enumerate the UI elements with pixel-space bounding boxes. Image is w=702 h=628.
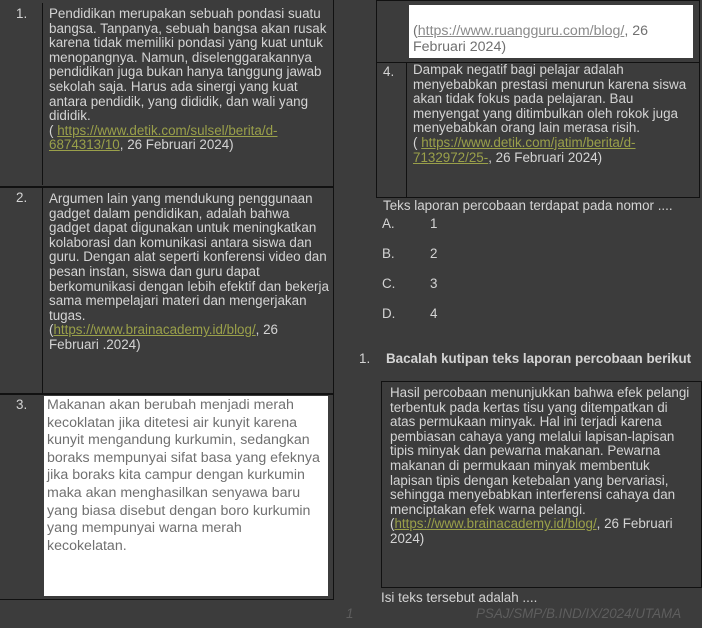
passage-box <box>381 381 702 588</box>
row-body: Dampak negatif bagi pelajar adalah menyebabkan prestasi menurun karena siswa akan tidak fokus pada pelajaran. Bau menyengat yang ditimbulkan oleh rokok juga menyebabkan orang lain merasa risih. <box>413 62 687 136</box>
row-number: 4. <box>383 64 395 79</box>
row-text <box>406 62 699 197</box>
table-row <box>0 187 334 394</box>
source-link[interactable]: https://www.detik.com/jatim/berita/d-7132972/25- <box>413 134 636 165</box>
source-date: , 26 Februari 2024) <box>119 137 234 153</box>
page-number: 1 <box>346 606 354 621</box>
row-number: 2. <box>16 190 28 205</box>
link-prefix: ( <box>49 322 54 338</box>
option-value[interactable]: 3 <box>430 276 438 291</box>
source-date: , 26 Februari .2024) <box>49 322 279 352</box>
question-tail: Isi teks tersebut adalah .... <box>381 590 538 605</box>
row-text <box>44 396 328 596</box>
question-number: 1. <box>359 351 371 366</box>
row-body: Pendidikan merupakan sebuah pondasi suatu bangsa. Tanpanya, sebuah bangsa akan rusak karena tidak memiliki pondasi yang kuat untuk menopangnya. Namun, diselenggarakannya pendidikan juga bukan hanya tanggung jawab sekolah saja. Harus ada sinergi yang kuat antara pendidik, yang dididik, dan wali yang dididik. <box>49 6 327 124</box>
link-prefix: ( <box>413 134 422 150</box>
link-prefix: ( <box>49 122 58 138</box>
link-prefix: ( <box>413 23 418 39</box>
row-text <box>42 3 335 185</box>
table-row <box>0 394 334 600</box>
source-date: , 26 Februari 2024) <box>390 516 673 546</box>
table-row <box>0 0 334 187</box>
row-body: Makanan akan berubah menjadi merah kecoklatan jika ditetesi air kunyit karena kunyit mengandung kurkumin, sedangkan boraks mempunyai sifat basa yang efeknya jika boraks kita campur dengan kurkumin maka akan menghasilkan senyawa baru yang biasa disebut dengan boro kurkumin yang mempunyai warna merah kecokelatan. <box>47 397 320 554</box>
option-label: D. <box>382 306 396 321</box>
option-label: B. <box>382 246 395 261</box>
row-number: 3. <box>16 397 28 412</box>
source-link[interactable]: https://www.detik.com/sulsel/berita/d-6874313/10 <box>49 122 278 153</box>
source-link[interactable]: https://www.ruangguru.com/blog/ <box>417 23 625 39</box>
table-row <box>376 62 700 198</box>
footer-code: PSAJ/SMP/B.IND/IX/2024/UTAMA <box>476 607 682 621</box>
question-stem: Teks laporan percobaan terdapat pada nomor .... <box>383 198 673 213</box>
option-value[interactable]: 4 <box>430 306 438 321</box>
option-label: A. <box>382 216 395 231</box>
right-table <box>376 0 700 199</box>
option-label: C. <box>382 276 396 291</box>
option-value[interactable]: 1 <box>430 216 438 231</box>
source-link[interactable]: https://www.brainacademy.id/blog/ <box>394 516 597 532</box>
passage-text: Hasil percobaan menunjukkan bahwa efek pelangi terbentuk pada kertas tisu yang ditempatkan di atas permukaan minyak. Hal ini terjadi karena pembiasan cahaya yang melalui lapisan-lapisan tipis minyak dan pewarna makanan. Pewarna makanan di permukaan minyak membentuk lapisan tipis dengan ketebalan yang bervariasi, sehingga menyebabkan interferensi cahaya dan menciptakan efek warna pelangi. <box>390 385 690 517</box>
option-value[interactable]: 2 <box>430 246 438 261</box>
table-row <box>376 0 700 63</box>
link-prefix: ( <box>390 516 395 532</box>
question-stem: Bacalah kutipan teks laporan percobaan berikut <box>386 352 692 366</box>
source-link[interactable]: https://www.brainacademy.id/blog/ <box>53 322 256 338</box>
row-body: Argumen lain yang mendukung penggunaan gadget dalam pendidikan, adalah bahwa gadget dapat digunakan untuk meningkatkan kolaborasi dan komunikasi antara siswa dan guru. Dengan alat seperti konferensi video dan pesan instan, siswa dan guru dapat berkomunikasi dengan lebih efektif dan bekerja sama mempelajari materi dan mengerjakan tugas. <box>49 191 329 323</box>
source-date: , 26 Februari 2024) <box>413 23 649 55</box>
source-date: , 26 Februari 2024) <box>488 149 603 165</box>
source-cell <box>409 5 693 58</box>
left-table <box>0 0 334 600</box>
row-number: 1. <box>16 6 28 21</box>
row-text <box>42 188 335 393</box>
